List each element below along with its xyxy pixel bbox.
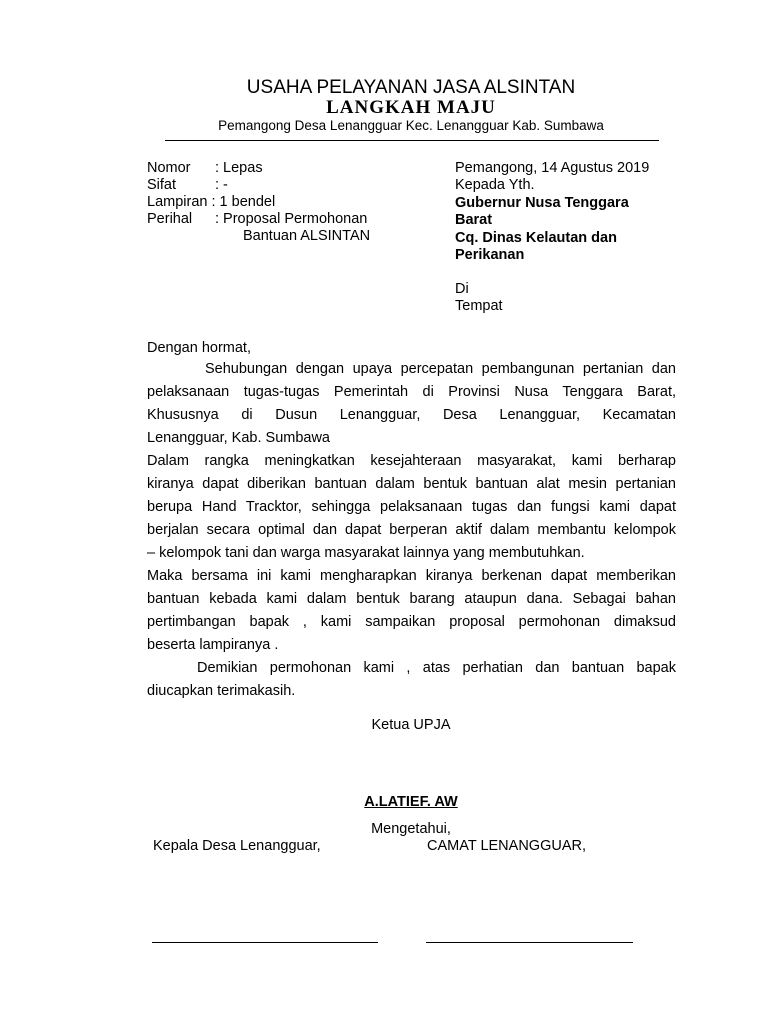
org-title: USAHA PELAYANAN JASA ALSINTAN	[246, 77, 576, 98]
camat-title: CAMAT LENANGGUAR,	[427, 838, 586, 854]
paragraph-4	[147, 657, 676, 703]
paragraph-line: beserta lampiranya .	[147, 637, 279, 653]
salutation: Dengan hormat,	[147, 340, 251, 356]
recipient-tempat: Tempat	[455, 298, 503, 314]
perihal-label: Perihal	[147, 211, 193, 227]
paragraph-2	[147, 450, 676, 565]
org-subtitle: LANGKAH MAJU	[326, 97, 496, 118]
sifat-label: Sifat	[147, 177, 177, 193]
sifat-value: : -	[215, 177, 228, 193]
paragraph-line: Maka bersama ini kami mengharapkan kiranya berkenan dapat memberikan	[147, 568, 676, 584]
letter-date: Pemangong, 14 Agustus 2019	[455, 160, 650, 176]
nomor-value: : Lepas	[215, 160, 263, 176]
paragraph-1	[147, 358, 676, 450]
recipient-line-3: Cq. Dinas Kelautan dan	[455, 230, 617, 246]
nomor-label: Nomor	[147, 160, 191, 176]
paragraph-line: bantuan kebada kami dalam bentuk barang ataupun dana. Sebagai bahan	[147, 591, 676, 607]
signer-name: A.LATIEF. AW	[364, 794, 458, 810]
paragraph-line: Sehubungan dengan upaya percepatan pembangunan pertanian dan	[205, 361, 676, 377]
signature-line-left	[152, 942, 378, 943]
paragraph-line: diucapkan terimakasih.	[147, 683, 296, 699]
paragraph-3	[147, 565, 676, 657]
recipient-line-1: Gubernur Nusa Tenggara	[455, 195, 629, 211]
paragraph-line: kiranya dapat diberikan bantuan dalam bentuk bantuan alat mesin pertanian	[147, 476, 676, 492]
paragraph-line: – kelompok tani dan warga masyarakat lainnya yang membutuhkan.	[147, 545, 585, 561]
kepala-desa-title: Kepala Desa Lenangguar,	[153, 838, 321, 854]
org-address: Pemangong Desa Lenangguar Kec. Lenangguar Kab. Sumbawa	[218, 118, 604, 133]
perihal-value-cont: Bantuan ALSINTAN	[243, 228, 371, 244]
paragraph-line: pelaksanaan tugas-tugas Pemerintah di Provinsi Nusa Tenggara Barat,	[147, 384, 676, 400]
paragraph-line: Lenangguar, Kab. Sumbawa	[147, 430, 330, 446]
signature-line-right	[426, 942, 633, 943]
paragraph-line: berupa Hand Tracktor, sehingga pelaksanaan tugas dan fungsi kami dapat	[147, 499, 676, 515]
paragraph-line: berjalan secara optimal dan dapat berperan aktif dalam membantu kelompok	[147, 522, 676, 538]
signer-role: Ketua UPJA	[371, 717, 451, 733]
recipient-line-2: Barat	[455, 212, 493, 228]
lampiran-line: Lampiran : 1 bendel	[147, 194, 276, 210]
paragraph-line: pertimbangan bapak , kami sampaikan proposal permohonan dimaksud	[147, 614, 676, 630]
mengetahui: Mengetahui,	[371, 821, 451, 837]
perihal-value: : Proposal Permohonan	[215, 211, 368, 227]
header-rule	[165, 140, 659, 141]
kepada-yth: Kepada Yth.	[455, 177, 535, 193]
recipient-line-4: Perikanan	[455, 247, 525, 263]
paragraph-line: Khususnya di Dusun Lenangguar, Desa Lenangguar, Kecamatan	[147, 407, 676, 423]
recipient-di: Di	[455, 281, 469, 297]
paragraph-line: Dalam rangka meningkatkan kesejahteraan masyarakat, kami berharap	[147, 453, 676, 469]
paragraph-line: Demikian permohonan kami , atas perhatian dan bantuan bapak	[197, 660, 676, 676]
